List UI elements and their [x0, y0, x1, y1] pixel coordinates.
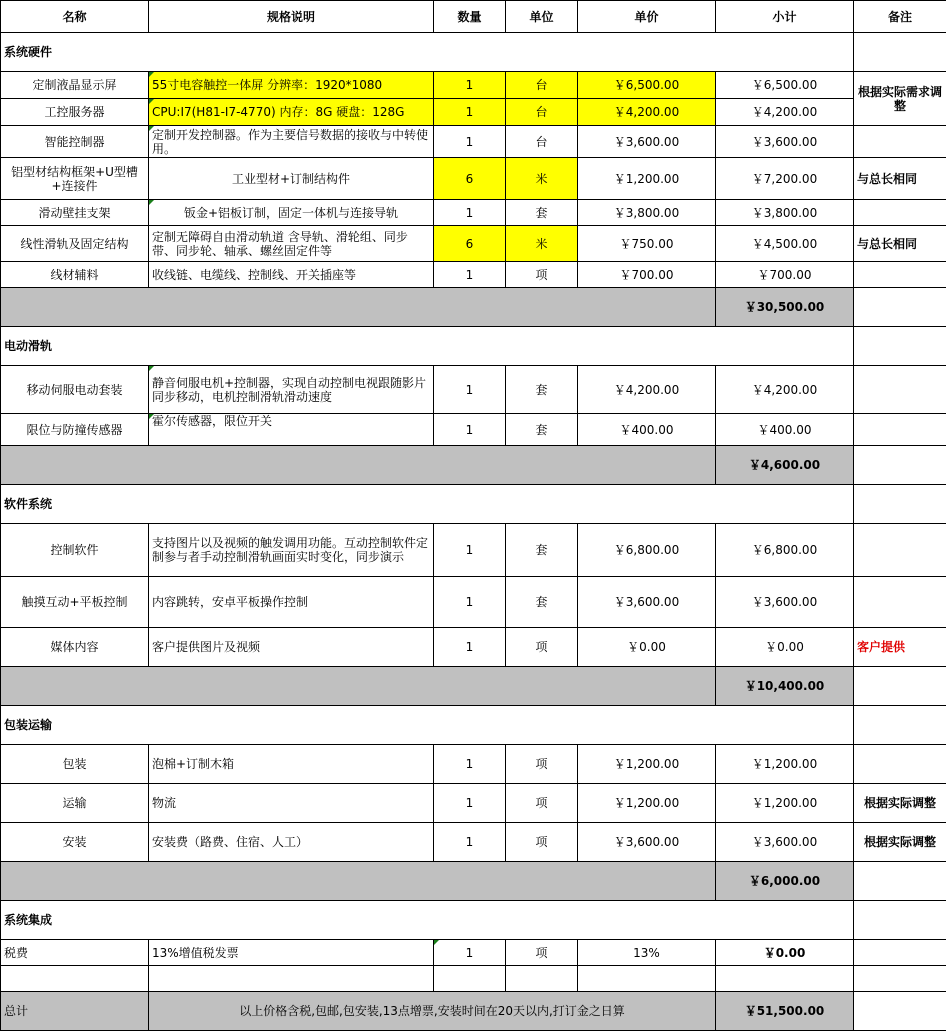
- blank-row: [1, 966, 946, 992]
- header-spec: 规格说明: [149, 1, 434, 33]
- item-spec: 钣金+铝板订制，固定一体机与连接导轨: [149, 200, 434, 226]
- table-row: [1, 823, 946, 862]
- item-qty: 1: [434, 784, 506, 823]
- header-note: 备注: [854, 1, 946, 33]
- item-subtotal: ￥3,600.00: [716, 126, 854, 158]
- item-spec: CPU:I7(H81-I7-4770) 内存：8G 硬盘：128G: [149, 99, 434, 126]
- section-title: 系统集成: [1, 901, 854, 940]
- total-row: [1, 992, 946, 1031]
- item-subtotal: ￥1,200.00: [716, 784, 854, 823]
- item-subtotal: ￥700.00: [716, 262, 854, 288]
- item-price: 13%: [578, 940, 716, 966]
- header-price: 单价: [578, 1, 716, 33]
- item-spec: 安装费（路费、住宿、人工）: [149, 823, 434, 862]
- header-name: 名称: [1, 1, 149, 33]
- item-unit: 米: [506, 158, 578, 200]
- item-name: 定制液晶显示屏: [1, 72, 149, 99]
- item-name: 线材辅料: [1, 262, 149, 288]
- item-note: 根据实际调整: [854, 784, 946, 823]
- item-qty: 1: [434, 414, 506, 446]
- item-name: 媒体内容: [1, 628, 149, 667]
- item-unit: 台: [506, 99, 578, 126]
- item-price: ￥1,200.00: [578, 745, 716, 784]
- item-name: 智能控制器: [1, 126, 149, 158]
- item-subtotal: ￥4,200.00: [716, 99, 854, 126]
- item-unit: 套: [506, 577, 578, 628]
- item-price: ￥1,200.00: [578, 158, 716, 200]
- header-row: [1, 1, 946, 33]
- item-qty: 1: [434, 823, 506, 862]
- table-row: [1, 784, 946, 823]
- item-qty: 6: [434, 226, 506, 262]
- item-spec: 55寸电容触控一体屏 分辨率：1920*1080: [149, 72, 434, 99]
- item-qty: 6: [434, 158, 506, 200]
- item-unit: 项: [506, 628, 578, 667]
- section-row: [1, 327, 946, 366]
- item-spec: 内容跳转，安卓平板操作控制: [149, 577, 434, 628]
- item-qty: 1: [434, 628, 506, 667]
- item-unit: 项: [506, 784, 578, 823]
- item-spec: 客户提供图片及视频: [149, 628, 434, 667]
- item-subtotal: ￥0.00: [716, 940, 854, 966]
- item-qty: 1: [434, 524, 506, 577]
- table-row: [1, 577, 946, 628]
- item-name: 税费: [1, 940, 149, 966]
- item-subtotal: ￥400.00: [716, 414, 854, 446]
- item-unit: 套: [506, 414, 578, 446]
- total-amount: ￥51,500.00: [716, 992, 854, 1031]
- header-subtotal: 小计: [716, 1, 854, 33]
- section-title: 软件系统: [1, 485, 854, 524]
- item-spec: 定制开发控制器。作为主要信号数据的接收与中转使用。: [149, 126, 434, 158]
- item-subtotal: ￥3,600.00: [716, 823, 854, 862]
- item-name: 铝型材结构框架+U型槽+连接件: [1, 158, 149, 200]
- table-row: [1, 524, 946, 577]
- section-subtotal: ￥10,400.00: [716, 667, 854, 706]
- item-qty: 1: [434, 745, 506, 784]
- item-price: ￥6,500.00: [578, 72, 716, 99]
- table-row: [1, 99, 946, 126]
- section-subtotal: ￥4,600.00: [716, 446, 854, 485]
- item-note: 客户提供: [854, 628, 946, 667]
- item-spec: 支持图片以及视频的触发调用功能。互动控制软件定制参与者手动控制滑轨画面实时变化，同步演示: [149, 524, 434, 577]
- item-price: ￥4,200.00: [578, 99, 716, 126]
- table-row: [1, 366, 946, 414]
- item-name: 运输: [1, 784, 149, 823]
- section-row: [1, 901, 946, 940]
- item-name: 触摸互动+平板控制: [1, 577, 149, 628]
- section-row: [1, 33, 946, 72]
- item-name: 限位与防撞传感器: [1, 414, 149, 446]
- item-price: ￥4,200.00: [578, 366, 716, 414]
- item-price: ￥700.00: [578, 262, 716, 288]
- item-spec: 静音伺服电机+控制器，实现自动控制电视跟随影片同步移动，电机控制滑轨滑动速度: [149, 366, 434, 414]
- item-price: ￥1,200.00: [578, 784, 716, 823]
- item-spec: 泡棉+订制木箱: [149, 745, 434, 784]
- header-qty: 数量: [434, 1, 506, 33]
- item-unit: 台: [506, 72, 578, 99]
- item-price: ￥6,800.00: [578, 524, 716, 577]
- item-unit: 米: [506, 226, 578, 262]
- table-row: [1, 262, 946, 288]
- item-name: 安装: [1, 823, 149, 862]
- item-qty: 1: [434, 72, 506, 99]
- item-subtotal: ￥4,500.00: [716, 226, 854, 262]
- item-unit: 项: [506, 940, 578, 966]
- item-name: 线性滑轨及固定结构: [1, 226, 149, 262]
- item-note: 根据实际需求调整: [854, 72, 946, 126]
- item-subtotal: ￥0.00: [716, 628, 854, 667]
- item-price: ￥0.00: [578, 628, 716, 667]
- table-row: [1, 628, 946, 667]
- section-subtotal-row: [1, 288, 946, 327]
- section-subtotal-row: [1, 667, 946, 706]
- item-unit: 套: [506, 524, 578, 577]
- item-subtotal: ￥3,600.00: [716, 577, 854, 628]
- table-row: [1, 940, 946, 966]
- item-unit: 项: [506, 745, 578, 784]
- item-price: ￥3,600.00: [578, 577, 716, 628]
- item-unit: 项: [506, 262, 578, 288]
- item-unit: 台: [506, 126, 578, 158]
- item-unit: 项: [506, 823, 578, 862]
- item-spec: 霍尔传感器，限位开关: [149, 414, 434, 446]
- item-price: ￥3,600.00: [578, 823, 716, 862]
- section-row: [1, 485, 946, 524]
- item-name: 控制软件: [1, 524, 149, 577]
- item-price: ￥3,800.00: [578, 200, 716, 226]
- item-price: ￥3,600.00: [578, 126, 716, 158]
- section-subtotal: ￥6,000.00: [716, 862, 854, 901]
- item-unit: 套: [506, 200, 578, 226]
- item-subtotal: ￥1,200.00: [716, 745, 854, 784]
- item-price: ￥750.00: [578, 226, 716, 262]
- table-row: [1, 158, 946, 200]
- item-note: 与总长相同: [854, 226, 946, 262]
- item-subtotal: ￥4,200.00: [716, 366, 854, 414]
- total-label: 总计: [1, 992, 149, 1031]
- item-subtotal: ￥6,800.00: [716, 524, 854, 577]
- item-subtotal: ￥6,500.00: [716, 72, 854, 99]
- item-qty: 1: [434, 262, 506, 288]
- item-note: 根据实际调整: [854, 823, 946, 862]
- item-name: 移动伺服电动套装: [1, 366, 149, 414]
- item-spec: 工业型材+订制结构件: [149, 158, 434, 200]
- section-subtotal-row: [1, 862, 946, 901]
- item-spec: 物流: [149, 784, 434, 823]
- item-qty: 1: [434, 99, 506, 126]
- table-row: [1, 745, 946, 784]
- section-title: 包装运输: [1, 706, 854, 745]
- item-unit: 套: [506, 366, 578, 414]
- section-subtotal-row: [1, 446, 946, 485]
- item-qty: 1: [434, 126, 506, 158]
- item-qty: 1: [434, 940, 506, 966]
- item-spec: 定制无障碍自由滑动轨道 含导轨、滑轮组、同步带、同步轮、轴承、螺丝固定件等: [149, 226, 434, 262]
- item-qty: 1: [434, 577, 506, 628]
- item-qty: 1: [434, 366, 506, 414]
- item-name: 包装: [1, 745, 149, 784]
- item-note: 与总长相同: [854, 158, 946, 200]
- header-unit: 单位: [506, 1, 578, 33]
- table-row: [1, 200, 946, 226]
- section-subtotal: ￥30,500.00: [716, 288, 854, 327]
- section-title: 电动滑轨: [1, 327, 854, 366]
- item-name: 工控服务器: [1, 99, 149, 126]
- table-row: [1, 414, 946, 446]
- section-row: [1, 706, 946, 745]
- section-title: 系统硬件: [1, 33, 854, 72]
- table-row: [1, 72, 946, 99]
- item-subtotal: ￥7,200.00: [716, 158, 854, 200]
- table-row: [1, 226, 946, 262]
- item-spec: 13%增值税发票: [149, 940, 434, 966]
- item-qty: 1: [434, 200, 506, 226]
- item-price: ￥400.00: [578, 414, 716, 446]
- table-row: [1, 126, 946, 158]
- total-description: 以上价格含税,包邮,包安装,13点增票,安装时间在20天以内,打订金之日算: [149, 992, 716, 1031]
- item-name: 滑动壁挂支架: [1, 200, 149, 226]
- item-spec: 收线链、电缆线、控制线、开关插座等: [149, 262, 434, 288]
- item-subtotal: ￥3,800.00: [716, 200, 854, 226]
